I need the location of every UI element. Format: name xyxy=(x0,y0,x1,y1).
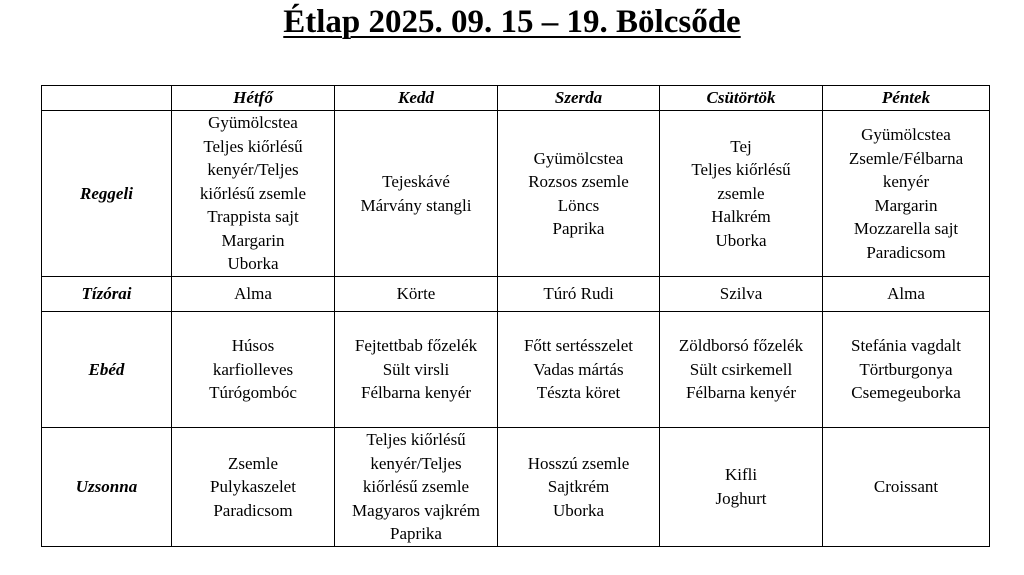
menu-item-line: Márvány stangli xyxy=(360,195,472,215)
menu-item-line: Uborka xyxy=(227,254,279,274)
menu-item-line: Trappista sajt xyxy=(207,207,299,227)
menu-item-line: Túró Rudi xyxy=(543,284,614,304)
menu-item-line: kenyér/Teljes xyxy=(207,160,299,180)
menu-item-line: kiőrlésű zsemle xyxy=(362,477,470,496)
menu-item-line: Margarin xyxy=(874,195,938,215)
meal-cell xyxy=(823,111,990,277)
menu-item-line: Túrógombóc xyxy=(209,383,297,403)
meal-row-uzsonna xyxy=(42,428,990,547)
header-row xyxy=(42,86,990,111)
menu-item-line: Sajtkrém xyxy=(547,477,610,496)
menu-item-line: kiőrlésű zsemle xyxy=(199,183,307,203)
menu-item-line: Tejeskávé xyxy=(382,172,450,191)
meal-cell xyxy=(335,312,498,428)
menu-item-line: Joghurt xyxy=(715,488,767,508)
header-day-monday: Hétfő xyxy=(172,86,335,111)
menu-item-line: Zsemle/Félbarna xyxy=(848,148,964,168)
menu-item-line: Pulykaszelet xyxy=(210,477,296,496)
menu-item-line: Szilva xyxy=(719,284,763,304)
menu-item-line: Tej xyxy=(730,136,752,156)
meal-cell xyxy=(823,277,990,312)
menu-item-line: Magyaros vajkrém xyxy=(352,500,480,520)
menu-item-line: Uborka xyxy=(715,230,767,250)
menu-item-line: kenyér xyxy=(882,172,930,191)
menu-item-line: Alma xyxy=(234,284,272,304)
meal-cell xyxy=(498,428,660,547)
menu-item-line: Gyümölcstea xyxy=(533,148,624,168)
meal-cell xyxy=(660,111,823,277)
menu-item-line: Körte xyxy=(396,284,436,304)
menu-item-line: Mozzarella sajt xyxy=(853,219,959,238)
menu-item-line: Teljes kiőrlésű xyxy=(366,430,466,449)
menu-item-line: Tészta köret xyxy=(536,383,621,403)
menu-item-line: Stefánia vagdalt xyxy=(851,336,961,356)
menu-item-line: Löncs xyxy=(557,195,600,215)
meal-cell xyxy=(335,428,498,547)
meal-label-reggeli: Reggeli xyxy=(42,111,172,277)
menu-item-line: Zsemle xyxy=(227,453,279,473)
menu-item-line: Gyümölcstea xyxy=(208,113,298,133)
meal-cell xyxy=(172,312,335,428)
menu-item-line: Főtt sertésszelet xyxy=(523,336,634,356)
menu-item-line: Halkrém xyxy=(711,207,771,227)
header-day-tuesday: Kedd xyxy=(335,86,498,111)
meal-cell xyxy=(172,277,335,312)
header-day-thursday: Csütörtök xyxy=(660,86,823,111)
meal-cell xyxy=(498,312,660,428)
menu-item-line: zsemle xyxy=(717,183,765,203)
menu-item-line: Zöldborsó főzelék xyxy=(678,336,804,356)
menu-item-line: Sült csirkemell xyxy=(689,359,793,379)
meal-cell xyxy=(823,312,990,428)
menu-item-line: Margarin xyxy=(221,230,285,250)
menu-item-line: Félbarna kenyér xyxy=(361,383,471,403)
menu-item-line: Paradicsom xyxy=(866,242,946,262)
menu-item-line: Teljes kiőrlésű xyxy=(203,136,303,156)
menu-item-line: Félbarna kenyér xyxy=(686,383,796,403)
page-title xyxy=(0,2,1024,42)
meal-label-uzsonna: Uzsonna xyxy=(42,428,172,547)
page-title-text: Étlap 2025. 09. 15 – 19. Bölcsőde xyxy=(283,4,741,40)
meal-cell xyxy=(498,111,660,277)
meal-cell xyxy=(660,312,823,428)
meal-cell xyxy=(172,428,335,547)
meal-label-tizorai: Tízórai xyxy=(42,277,172,312)
menu-table xyxy=(41,85,990,547)
menu-item-line: Paprika xyxy=(390,524,442,543)
menu-item-line: Croissant xyxy=(873,477,939,496)
meal-cell xyxy=(335,111,498,277)
header-day-friday: Péntek xyxy=(823,86,990,111)
menu-item-line: Rozsos zsemle xyxy=(528,172,629,191)
menu-item-line: Vadas mártás xyxy=(533,359,624,379)
menu-item-line: Teljes kiőrlésű xyxy=(691,160,791,180)
menu-item-line: Uborka xyxy=(553,500,604,520)
meal-cell xyxy=(660,428,823,547)
menu-item-line: Húsos xyxy=(231,336,275,356)
menu-item-line: Gyümölcstea xyxy=(861,125,951,144)
menu-item-line: Csemegeuborka xyxy=(851,383,961,403)
menu-item-line: Törtburgonya xyxy=(859,359,953,379)
menu-item-line: Alma xyxy=(887,284,925,304)
menu-item-line: Paprika xyxy=(552,219,605,238)
meal-row-reggeli xyxy=(42,111,990,277)
meal-cell xyxy=(498,277,660,312)
menu-item-line: kenyér/Teljes xyxy=(370,453,462,473)
menu-item-line: Fejtettbab főzelék xyxy=(354,336,478,356)
meal-cell xyxy=(335,277,498,312)
meal-cell xyxy=(172,111,335,277)
menu-item-line: Sült virsli xyxy=(382,359,450,379)
meal-row-tizorai xyxy=(42,277,990,312)
menu-item-line: Hosszú zsemle xyxy=(527,453,630,473)
menu-item-line: karfiolleves xyxy=(212,359,294,379)
meal-cell xyxy=(660,277,823,312)
menu-item-line: Kifli xyxy=(724,465,758,485)
menu-item-line: Paradicsom xyxy=(213,500,293,520)
header-day-wednesday: Szerda xyxy=(498,86,660,111)
meal-cell xyxy=(823,428,990,547)
meal-label-ebed: Ebéd xyxy=(42,312,172,428)
meal-row-ebed xyxy=(42,312,990,428)
header-corner-cell xyxy=(42,86,172,111)
